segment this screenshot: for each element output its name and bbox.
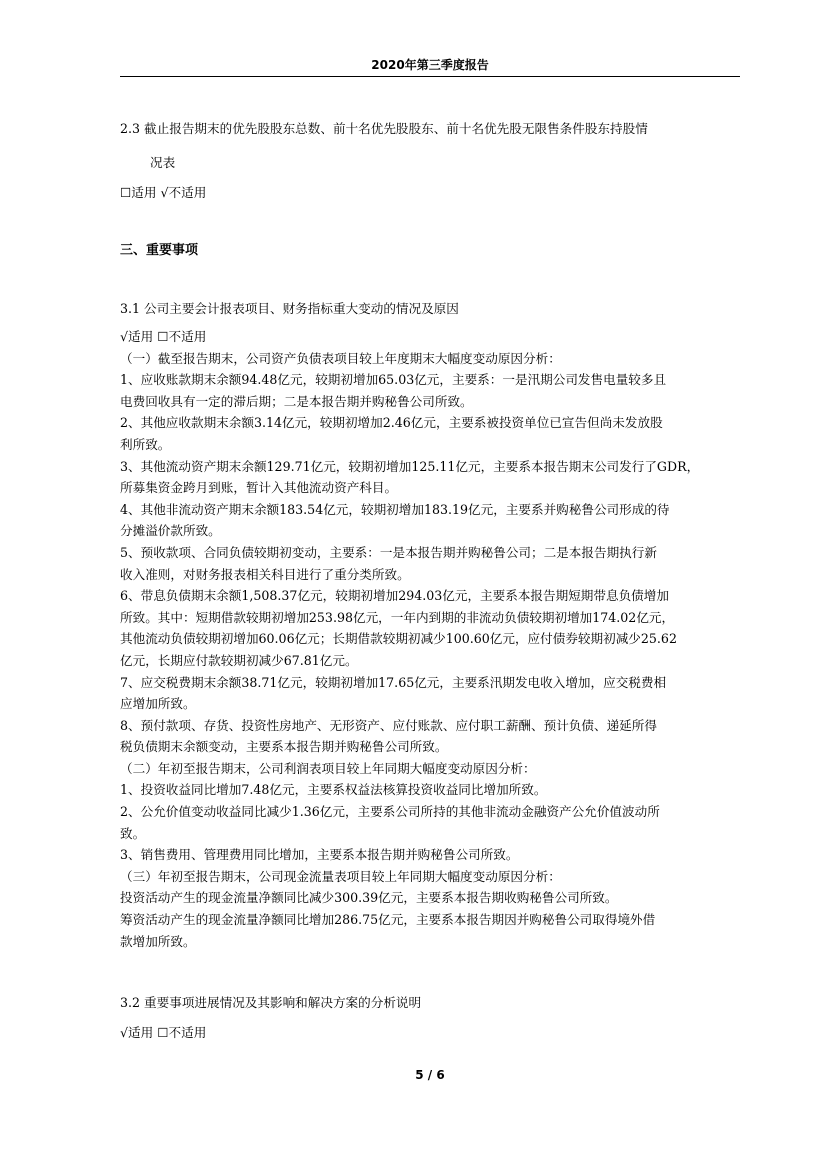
body-line: 款增加所致。	[120, 933, 196, 949]
body-line: 7、应交税费期末余额38.71亿元，较期初增加17.65亿元，主要系汛期发电收入增加，应交税费相	[120, 674, 667, 690]
body-line: 6、带息负债期末余额1,508.37亿元，较期初增加294.03亿元，主要系本报告期短期带息负债增加	[120, 588, 669, 604]
body-line: （三）年初至报告期末，公司现金流量表项目较上年同期大幅度变动原因分析：	[120, 868, 561, 884]
body-line: 应增加所致。	[120, 696, 196, 712]
section-3-1-applicability: √适用 ☐不适用	[120, 329, 207, 344]
body-line: 3、销售费用、管理费用同比增加，主要系本报告期并购秘鲁公司所致。	[120, 847, 519, 863]
body-line: 4、其他非流动资产期末余额183.54亿元，较期初增加183.19亿元，主要系并购秘鲁公司形成的待	[120, 501, 670, 517]
page-header-title: 2020年第三季度报告	[371, 58, 489, 72]
body-line: 所致。其中：短期借款较期初增加253.98亿元，一年内到期的非流动负债较期初增加174.02亿元，	[120, 609, 675, 625]
body-line: 筹资活动产生的现金流量净额同比增加286.75亿元，主要系本报告期因并购秘鲁公司取得境外借	[120, 912, 656, 928]
section-3-2-applicability: √适用 ☐不适用	[120, 1025, 207, 1041]
section-3-title: 三、重要事项	[120, 243, 199, 258]
body-line: 收入准则，对财务报表相关科目进行了重分类所致。	[120, 566, 410, 582]
page-number: 5 / 6	[415, 1068, 445, 1082]
body-line: 3、其他流动资产期末余额129.71亿元，较期初增加125.11亿元，主要系本报告期末公司发行了GDR，	[120, 458, 700, 474]
body-line: 税负债期末余额变动，主要系本报告期并购秘鲁公司所致。	[120, 739, 448, 755]
body-line: 致。	[120, 825, 146, 841]
section-2-3-heading-cont: 况表	[150, 155, 176, 170]
section-2-3-heading: 2.3 截止报告期末的优先股股东总数、前十名优先股股东、前十名优先股无限售条件股东持股情	[120, 121, 648, 136]
body-line: 电费回收具有一定的滞后期；二是本报告期并购秘鲁公司所致。	[120, 393, 473, 409]
body-line: 5、预收款项、合同负债较期初变动，主要系：一是本报告期并购秘鲁公司；二是本报告期执行新	[120, 544, 657, 560]
body-line: 2、公允价值变动收益同比减少1.36亿元，主要系公司所持的其他非流动金融资产公允价值波动所	[120, 804, 660, 820]
body-line: 所募集资金跨月到账，暂计入其他流动资产科目。	[120, 480, 398, 496]
body-line: （二）年初至报告期末，公司利润表项目较上年同期大幅度变动原因分析：	[120, 760, 536, 776]
body-line: 1、应收账款期末余额94.48亿元，较期初增加65.03亿元，主要系：一是汛期公司发售电量较多且	[120, 372, 667, 388]
body-line: 分摊溢价款所致。	[120, 523, 221, 539]
document-body	[120, 118, 740, 1044]
body-line: 亿元，长期应付款较期初减少67.81亿元。	[120, 652, 358, 668]
body-line: 8、预付款项、存货、投资性房地产、无形资产、应付账款、应付职工薪酬、预计负债、递延所得	[120, 717, 657, 733]
section-3-1-heading: 3.1 公司主要会计报表项目、财务指标重大变动的情况及原因	[120, 301, 459, 316]
section-3-1-body	[120, 348, 740, 953]
header-divider	[120, 76, 740, 77]
body-line: 2、其他应收款期末余额3.14亿元，较期初增加2.46亿元，主要系被投资单位已宣告但尚未发放股	[120, 415, 663, 431]
body-line: （一）截至报告期末，公司资产负债表项目较上年度期末大幅度变动原因分析：	[120, 350, 561, 366]
body-line: 利所致。	[120, 436, 171, 452]
section-2-3-applicability: ☐适用 √不适用	[120, 185, 207, 200]
section-3-2-heading: 3.2 重要事项进展情况及其影响和解决方案的分析说明	[120, 995, 422, 1011]
body-line: 1、投资收益同比增加7.48亿元，主要系权益法核算投资收益同比增加所致。	[120, 782, 547, 798]
body-line: 投资活动产生的现金流量净额同比减少300.39亿元，主要系本报告期收购秘鲁公司所致。	[120, 890, 618, 906]
body-line: 其他流动负债较期初增加60.06亿元；长期借款较期初减少100.60亿元，应付债券较期初减少25.62	[120, 631, 677, 647]
